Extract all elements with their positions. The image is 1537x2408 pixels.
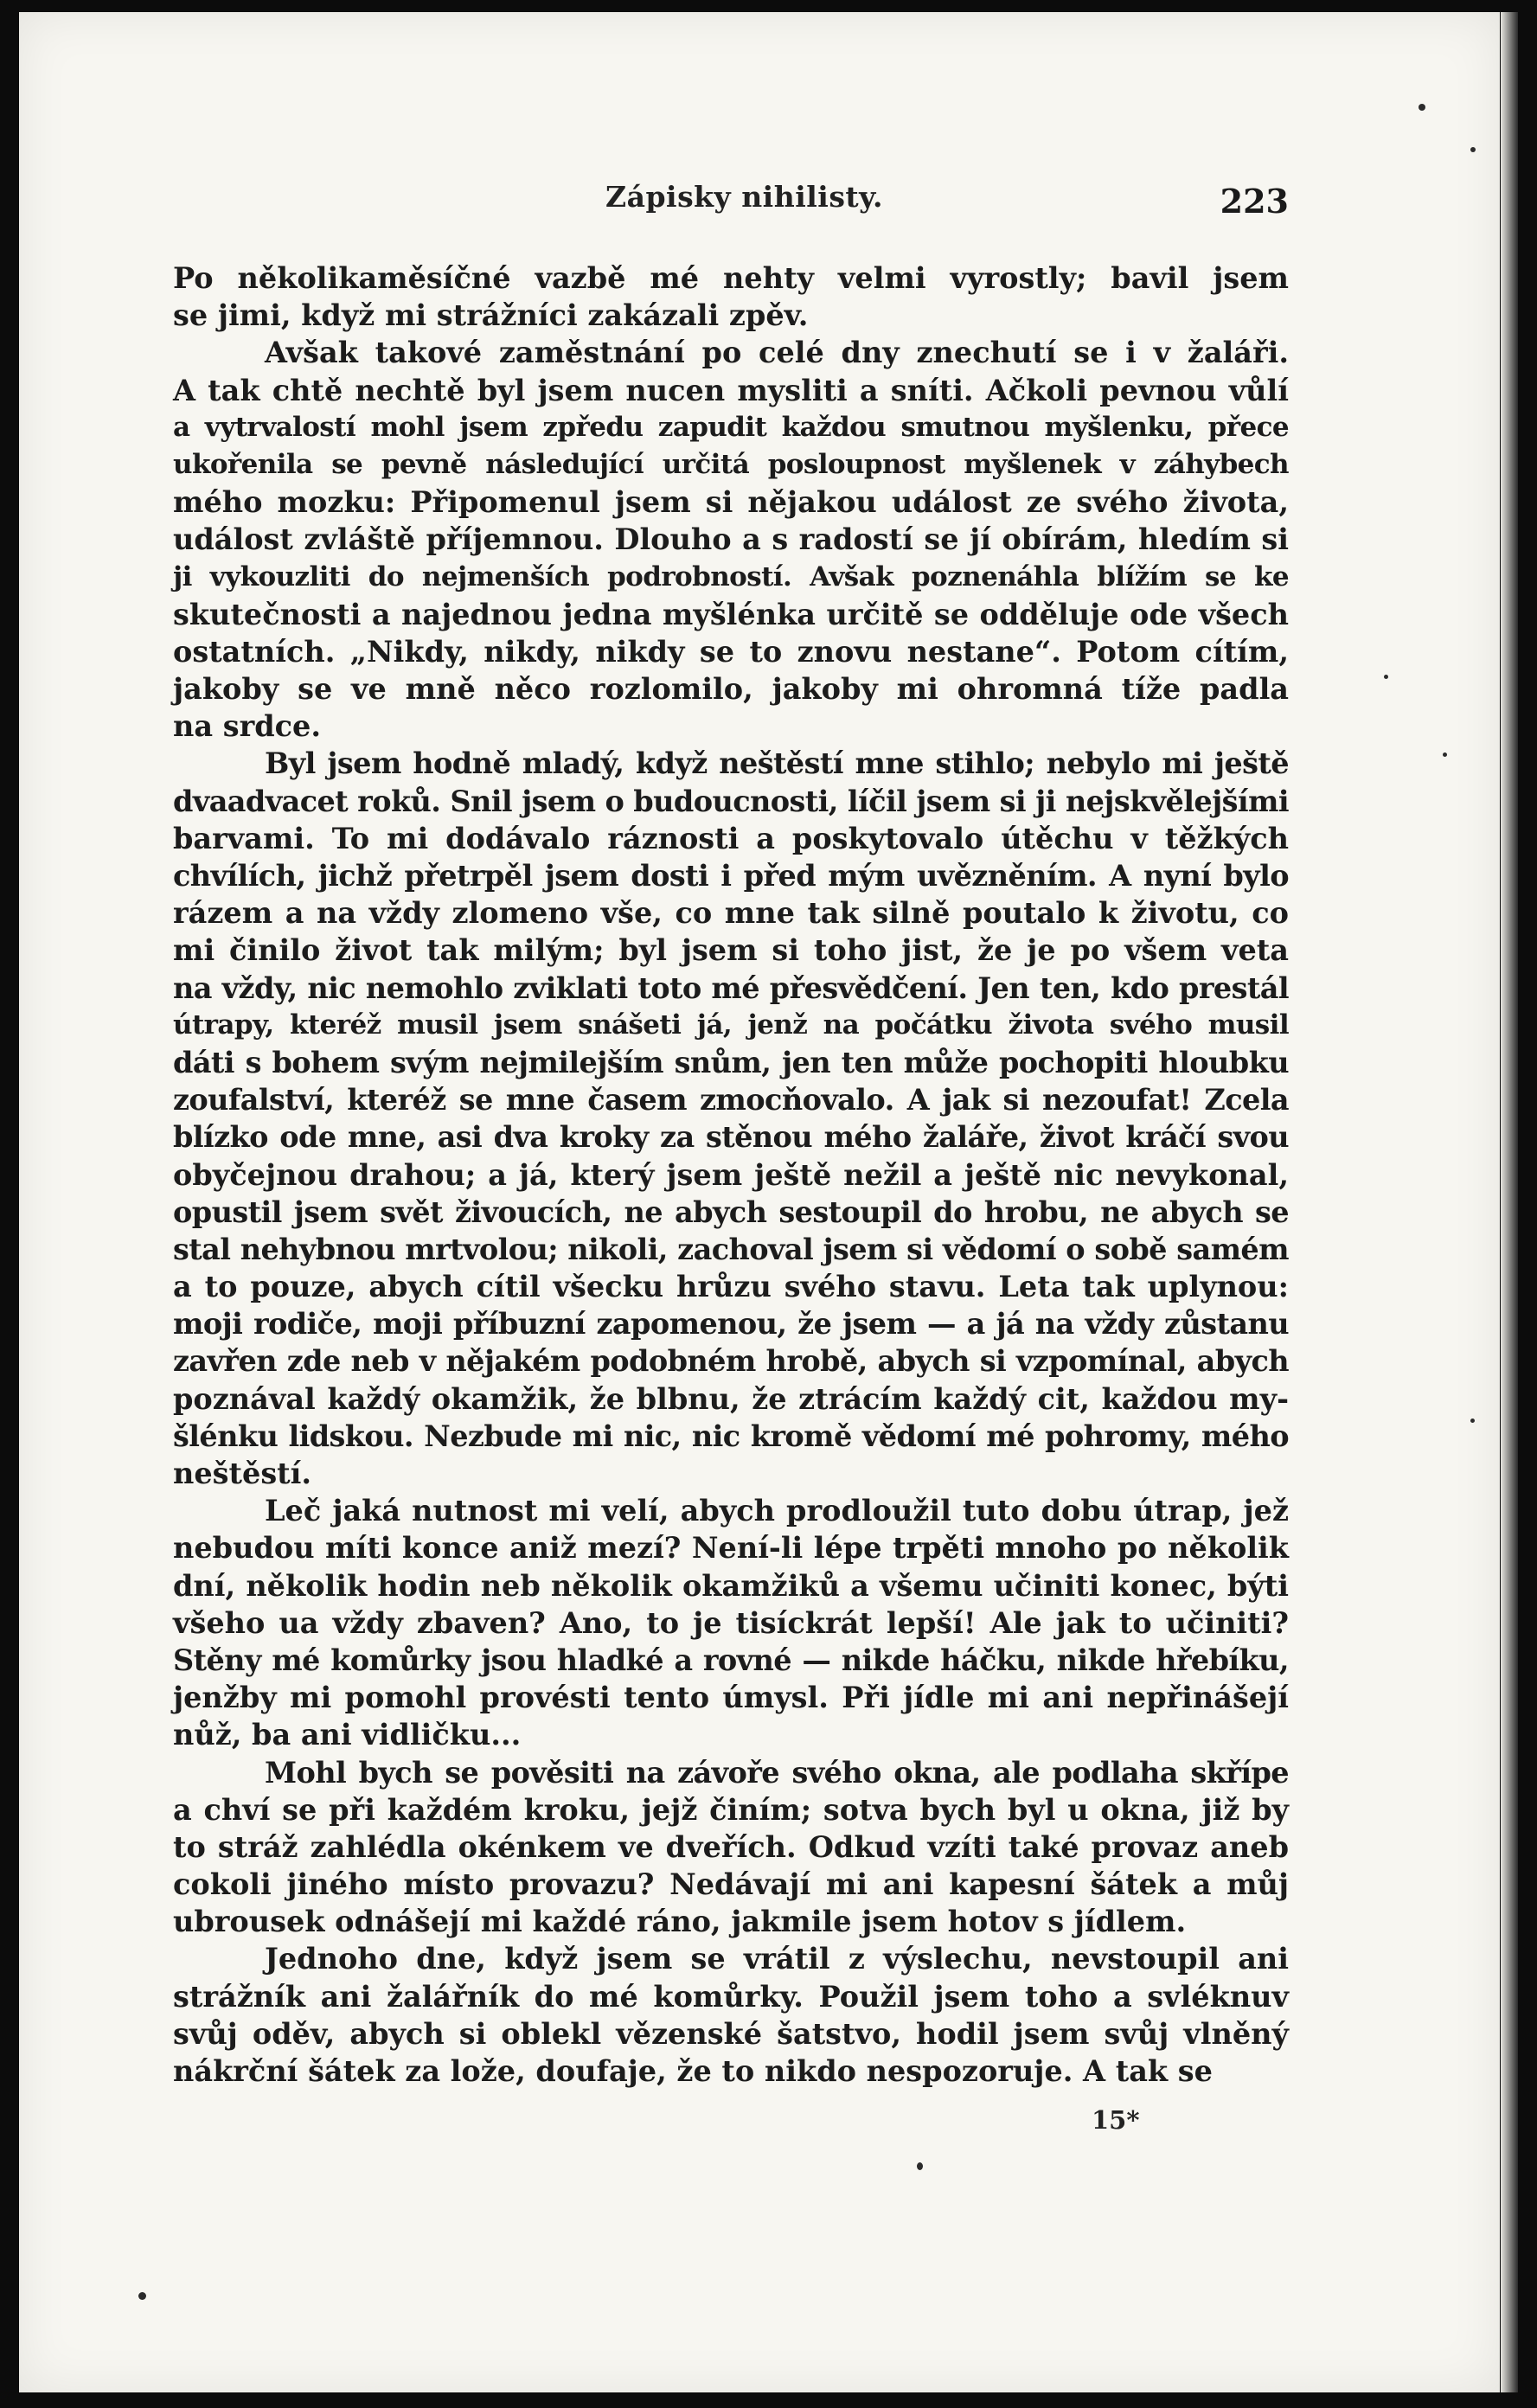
text-line: událost zvláště příjemnou. Dlouho a s radostí se jí obírám, hledím si bbox=[173, 522, 1289, 557]
text-line: Mohl bych se pověsiti na závoře svého okna, ale podlaha skřípe bbox=[265, 1755, 1289, 1790]
text-line: zavřen zde neb v nějakém podobném hrobě, abych si vzpomínal, abych bbox=[173, 1344, 1289, 1379]
text-line: svůj oděv, abych si oblekl vězenské šatstvo, hodil jsem svůj vlněný bbox=[173, 2016, 1289, 2051]
text-line: opustil jsem svět živoucích, ne abych sestoupil do hrobu, ne abych se bbox=[173, 1194, 1289, 1229]
text-line: na vždy, nic nemohlo zviklati toto mé přesvědčení. Jen ten, kdo prestál bbox=[173, 970, 1289, 1005]
text-line: ukořenila se pevně následující určitá posloupnost myšlenek v záhybech bbox=[173, 448, 1289, 480]
text-line: ostatních. „Nikdy, nikdy, nikdy se to znovu nestane“. Potom cítím, bbox=[173, 634, 1289, 669]
text-line: Leč jaká nutnost mi velí, abych prodloužil tuto dobu útrap, jež bbox=[265, 1494, 1289, 1528]
text-line: zoufalství, kteréž se mne časem zmocňovalo. A jak si nezoufat! Zcela bbox=[173, 1083, 1289, 1118]
page-number: 223 bbox=[1220, 182, 1289, 221]
text-line: strážník ani žalářník do mé komůrky. Použil jsem toho a svléknuv bbox=[173, 1979, 1289, 2014]
text-line: útrapy, kteréž musil jsem snášeti já, jenž na počátku života svého musil bbox=[173, 1009, 1289, 1041]
text-line: dvaadvacet roků. Snil jsem o budoucnosti, líčil jsem si ji nejskvělejšími bbox=[173, 784, 1289, 818]
dust-speck bbox=[917, 2162, 923, 2170]
text-line: ubrousek odnášejí mi každé ráno, jakmile jsem hotov s jídlem. bbox=[173, 1905, 1187, 1939]
text-line: a chví se při každém kroku, jejž činím; sotva bych byl u okna, již by bbox=[173, 1792, 1289, 1827]
dust-speck bbox=[1470, 147, 1476, 152]
page-edge-shadow bbox=[1501, 12, 1518, 2392]
dust-speck bbox=[1443, 752, 1447, 757]
text-line: nebudou míti konce aniž mezí? Není-li lépe trpěti mnoho po několik bbox=[173, 1531, 1289, 1566]
dust-speck bbox=[138, 2292, 146, 2300]
text-line: Avšak takové zaměstnání po celé dny znechutí se i v žaláři. bbox=[265, 336, 1289, 370]
dust-speck bbox=[1470, 1419, 1475, 1423]
text-line: mi činilo život tak milým; byl jsem si toho jist, že je po všem veta bbox=[173, 933, 1289, 968]
paragraph bbox=[173, 259, 1289, 334]
text-line: cokoli jiného místo provazu? Nedávají mi ani kapesní šátek a můj bbox=[173, 1867, 1289, 1902]
text-line: jakoby se ve mně něco rozlomilo, jakoby mi ohromná tíže padla bbox=[173, 672, 1289, 707]
text-line: Stěny mé komůrky jsou hladké a rovné — nikde háčku, nikde hřebíku, bbox=[173, 1643, 1289, 1677]
text-line: stal nehybnou mrtvolou; nikoli, zachoval jsem si vědomí o sobě samém bbox=[173, 1232, 1289, 1266]
text-line: nákrční šátek za lože, doufaje, že to nikdo nespozoruje. A tak se bbox=[173, 2054, 1213, 2088]
text-line: a vytrvalostí mohl jsem zpředu zapudit každou smutnou myšlenku, přece bbox=[173, 411, 1289, 443]
text-line: Jednoho dne, když jsem se vrátil z výslechu, nevstoupil ani bbox=[265, 1942, 1289, 1976]
text-line: na srdce. bbox=[173, 709, 322, 744]
paragraph bbox=[173, 1940, 1289, 2090]
paragraph bbox=[173, 1754, 1289, 1941]
text-line: skutečnosti a najednou jedna myšlénka určitě se odděluje ode všech bbox=[173, 597, 1289, 631]
text-line: se jimi, když mi strážníci zakázali zpěv. bbox=[173, 298, 809, 333]
text-line: chvílích, jichž přetrpěl jsem dosti i před mým uvězněním. A nyní bylo bbox=[173, 859, 1289, 893]
text-line: nůž, ba ani vidličku... bbox=[173, 1718, 522, 1752]
text-line: dní, několik hodin neb několik okamžiků a všemu učiniti konec, býti bbox=[173, 1568, 1289, 1603]
text-line: ji vykouzliti do nejmenších podrobností. Avšak poznenáhla blížím se ke bbox=[173, 560, 1289, 592]
text-line: blízko ode mne, asi dva kroky za stěnou mého žaláře, život kráčí svou bbox=[173, 1120, 1289, 1155]
dust-speck bbox=[1419, 104, 1425, 111]
page-header bbox=[173, 180, 1289, 223]
text-line: Byl jsem hodně mladý, když neštěstí mne stihlo; nebylo mi ještě bbox=[265, 746, 1289, 781]
signature-mark: 15* bbox=[1092, 2105, 1140, 2135]
text-line: mého mozku: Připomenul jsem si nějakou událost ze svého života, bbox=[173, 485, 1289, 520]
text-line: to stráž zahlédla okénkem ve dveřích. Odkud vzíti také provaz aneb bbox=[173, 1829, 1289, 1864]
dust-speck bbox=[1384, 675, 1388, 679]
paragraph bbox=[173, 334, 1289, 745]
text-line: obyčejnou drahou; a já, který jsem ještě nežil a ještě nic nevykonal, bbox=[173, 1157, 1289, 1192]
text-line: jenžby mi pomohl provésti tento úmysl. Při jídle mi ani nepřinášejí bbox=[173, 1681, 1289, 1715]
running-head: Zápisky nihilisty. bbox=[605, 180, 884, 214]
text-line: moji rodiče, moji příbuzní zapomenou, že jsem — a já na vždy zůstanu bbox=[173, 1307, 1289, 1342]
text-line: neštěstí. bbox=[173, 1457, 312, 1490]
paragraph bbox=[173, 1492, 1289, 1753]
text-line: šlénku lidskou. Nezbude mi nic, nic kromě vědomí mé pohromy, mého bbox=[173, 1419, 1289, 1453]
paragraph bbox=[173, 745, 1289, 1492]
text-line: poznával každý okamžik, že blbnu, že ztrácím každý cit, každou my- bbox=[173, 1381, 1289, 1416]
text-line: Po několikaměsíčné vazbě mé nehty velmi vyrostly; bavil jsem bbox=[173, 261, 1289, 295]
text-line: barvami. To mi dodávalo ráznosti a poskytovalo útěchu v těžkých bbox=[173, 821, 1289, 855]
body-text bbox=[173, 259, 1289, 2090]
text-line: dáti s bohem svým nejmilejším snům, jen ten může pochopiti hloubku bbox=[173, 1045, 1289, 1079]
text-line: A tak chtě nechtě byl jsem nucen mysliti a sníti. Ačkoli pevnou vůlí bbox=[173, 373, 1289, 407]
text-line: rázem a na vždy zlomeno vše, co mne tak silně poutalo k životu, co bbox=[173, 896, 1289, 931]
text-line: všeho ua vždy zbaven? Ano, to je tisíckrát lepší! Ale jak to učiniti? bbox=[173, 1605, 1289, 1640]
text-line: a to pouze, abych cítil všecku hrůzu svého stavu. Leta tak uplynou: bbox=[173, 1270, 1289, 1304]
